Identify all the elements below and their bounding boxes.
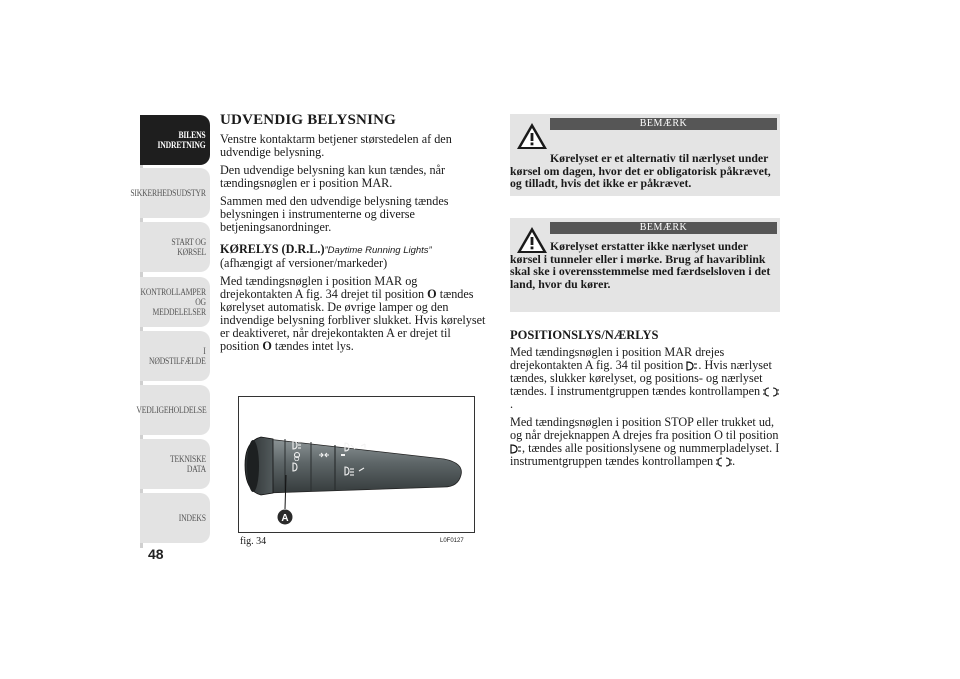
- tab-vedligeholdelse[interactable]: VEDLIGEHOLDELSE: [140, 385, 210, 435]
- position-light-icon: [510, 444, 522, 454]
- note-title: BEMÆRK: [550, 118, 777, 130]
- note-box: [510, 218, 780, 312]
- left-column: [220, 114, 490, 358]
- tab-bilens-indretning[interactable]: BILENS INDRETNING: [140, 115, 210, 165]
- figure-light-switch: [238, 396, 475, 533]
- subheading-drl: KØRELYS (D.R.L.)”Daytime Running Lights”: [220, 242, 432, 256]
- tab-kontrollamper[interactable]: KONTROLLAMPER OG MEDDELELSER: [140, 277, 210, 327]
- right-column: [510, 329, 782, 473]
- warning-triangle-icon: [516, 122, 548, 150]
- callout-a-label: A: [281, 513, 289, 524]
- section-heading: UDVENDIG BELYSNING: [220, 112, 397, 128]
- stalk-illustration: [239, 397, 474, 532]
- paragraph: Med tændingsnøglen i position MAR og drejekontakten A fig. 34 drejet til position O tændes kørelyset automatisk. De øvrige lamper og den indvendige belysning forbliver slukket. Hvis kørelyset er deaktiveret, når drejekontakten A er drejet til position O tændes intet lys.: [220, 274, 486, 353]
- parking-lights-indicator-icon: [763, 387, 779, 397]
- paragraph: Den udvendige belysning kan kun tændes, når tændingsnøglen er i position MAR.: [220, 163, 446, 190]
- tab-sikkerhedsudstyr[interactable]: SIKKERHEDSUDSTYR: [140, 168, 210, 218]
- paragraph: Sammen med den udvendige belysning tændes belysningen i instrumenterne og diverse betjeningsanordninger.: [220, 194, 449, 234]
- figure-caption: fig. 34: [240, 536, 267, 547]
- paragraph: Med tændingsnøglen i position STOP eller trukket ud, og når drejeknappen A drejes fra position O til position , tændes alle positionslysene og nummerpladelyset. I instrumentgruppen tændes kontrollampen .: [510, 415, 780, 468]
- note-box: [510, 114, 780, 196]
- paragraph: Med tændingsnøglen i position MAR drejes drejekontakten A fig. 34 til position . Hvis nærlyset tændes, slukker kørelyset, og positions- og nærlyset tændes. I instrumentgruppen tændes kontrollampen .: [510, 346, 782, 411]
- note-body: Kørelyset er et alternativ til nærlyset under kørsel om dagen, hvor det er obligatorisk påkrævet, og tilladt, hvis det ikke er påkrævet.: [510, 151, 771, 190]
- version-note: (afhængigt af versioner/markeder): [220, 256, 388, 270]
- tab-tekniske-data[interactable]: TEKNISKE DATA: [140, 439, 210, 489]
- page-number: 48: [148, 546, 164, 562]
- position-light-icon: [686, 361, 698, 371]
- note-body: Kørelyset erstatter ikke nærlyset under kørsel i tunneler eller i mørke. Brug af havariblink skal ske i overensstemmelse med færdselsloven i det land, hvor du kører.: [510, 239, 771, 291]
- parking-lights-indicator-icon: [716, 457, 732, 467]
- paragraph: Venstre kontaktarm betjener størstedelen af den udvendige belysning.: [220, 132, 452, 159]
- knob-position-label: O: [294, 456, 300, 463]
- tab-indeks[interactable]: INDEKS: [140, 493, 210, 543]
- figure-code: L0F0127: [440, 538, 464, 544]
- section-heading: POSITIONSLYS/NÆRLYS: [510, 328, 659, 342]
- tab-start-og-koersel[interactable]: START OG KØRSEL: [140, 222, 210, 272]
- tab-i-noedstilfaelde[interactable]: I NØDSTILFÆLDE: [140, 331, 210, 381]
- note-title: BEMÆRK: [550, 222, 777, 234]
